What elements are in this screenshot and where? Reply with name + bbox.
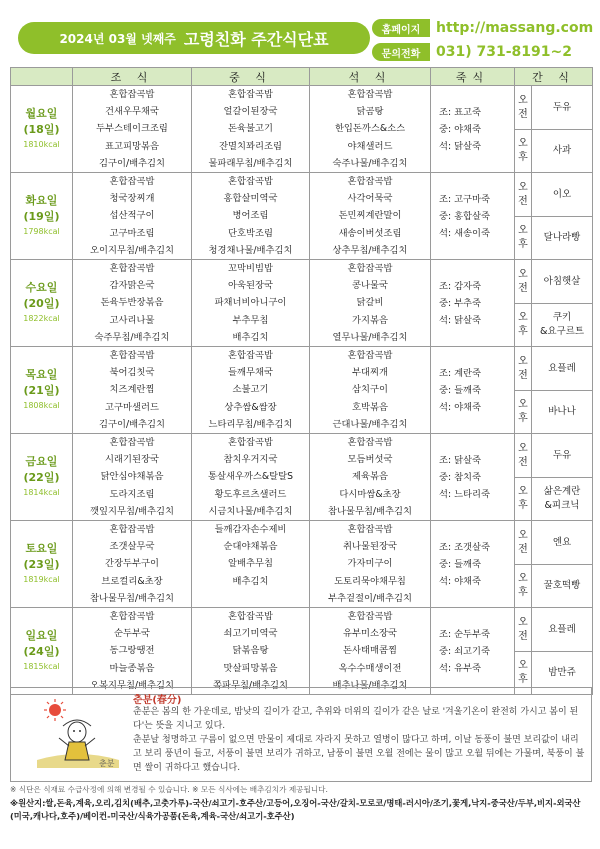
day-cell (11, 521, 73, 608)
breakfast-item: 김구이/배추김치 (99, 157, 165, 169)
lunch-item: 맛살피망볶음 (223, 662, 278, 674)
day-row (11, 86, 593, 130)
homepage-link[interactable]: http://massang.com (436, 20, 594, 36)
breakfast-item: 시래기된장국 (105, 454, 159, 466)
breakfast-cell (73, 521, 192, 608)
congee-item: 중: 들깨죽 (439, 384, 482, 396)
snack-am-char: 전 (518, 630, 528, 642)
day-kcal: 1810kcal (23, 140, 60, 149)
congee-item: 중: 참치죽 (439, 471, 482, 483)
lunch-cell (192, 434, 310, 521)
snack-pm-item (532, 304, 593, 347)
snack-am-char: 오 (518, 529, 528, 541)
dinner-cell (310, 260, 431, 347)
lunch-item: 들깨감자손수제비 (214, 524, 287, 536)
congee-item: 조: 계란죽 (439, 367, 482, 379)
lunch-item: 혼합잡곡밥 (228, 176, 273, 188)
congee-item: 중: 쇠고기죽 (439, 645, 490, 657)
dinner-header: 석 식 (310, 68, 431, 86)
lunch-item: 느타리무침/배추김치 (208, 418, 293, 430)
lunch-item: 혼합잡곡밥 (228, 350, 273, 362)
congee-item: 중: 홍합살죽 (439, 210, 490, 222)
dinner-item: 배추나물/배추김치 (332, 679, 408, 691)
dinner-item: 닭갈비 (356, 297, 384, 309)
breakfast-item: 북어김칫국 (109, 367, 155, 379)
lunch-item: 돈육불고기 (228, 123, 273, 135)
congee-cell (431, 347, 515, 434)
dinner-item: 혼합잡곡밥 (347, 524, 393, 536)
info-paragraph-1: 춘분은 봄의 한 가운데로, 밤낮의 길이가 같고, 추위와 더위의 길이가 같은 날로 '겨울기온이 완전히 가시고 봄이 된다'는 뜻을 지니고 있다. (133, 707, 579, 731)
day-date: (20일) (23, 297, 60, 310)
lunch-item: 배추김치 (232, 575, 269, 587)
lunch-item: 상추쌈&쌈장 (224, 401, 277, 413)
breakfast-item: 감자맑은국 (109, 280, 155, 292)
snack-am-char: 전 (518, 108, 528, 120)
dinner-item: 야채샐러드 (347, 140, 393, 152)
snack-pm-char: 후 (518, 152, 528, 163)
breakfast-item: 치즈계란찜 (109, 384, 155, 396)
snack-pm-item (532, 478, 593, 521)
lunch-item: 꼬막비빔밥 (228, 263, 273, 275)
dinner-item: 혼합잡곡밥 (347, 437, 393, 449)
lunch-item: 홍합살미역국 (223, 193, 278, 205)
day-date: (24일) (23, 645, 60, 658)
day-kcal: 1814kcal (23, 488, 60, 497)
header (10, 8, 592, 60)
congee-item: 석: 새송이죽 (439, 227, 490, 239)
snack-am-char: 오 (518, 442, 528, 454)
day-cell (11, 608, 73, 695)
congee-item: 석: 닭살죽 (439, 140, 482, 152)
snack-pm-text: 쿠키 (552, 312, 572, 323)
breakfast-item: 닭안심야채볶음 (100, 471, 164, 483)
lunch-item: 부추무침 (232, 314, 269, 326)
congee-item: 석: 야채죽 (439, 401, 482, 413)
dinner-item: 돈사태매콤찜 (343, 645, 397, 657)
snack-am-item: 엔요 (532, 521, 593, 565)
phone-label: 문의전화 (372, 43, 430, 61)
dinner-item: 사각어묵국 (347, 193, 393, 205)
lunch-item: 통살새우까스&탈탈S (208, 471, 293, 483)
snack-pm-label (515, 217, 532, 260)
homepage-label: 홈페이지 (372, 19, 430, 37)
dinner-item: 도토리묵야채무침 (334, 575, 406, 587)
dinner-item: 근대나물/배추김치 (332, 418, 408, 430)
lunch-item: 병어조림 (232, 210, 269, 222)
day-row (11, 608, 593, 652)
lunch-item: 들깨무채국 (228, 367, 273, 379)
dinner-item: 부추겉절이/배추김치 (328, 592, 412, 604)
dinner-item: 혼합잡곡밥 (347, 350, 393, 362)
day-row (11, 434, 593, 478)
congee-item: 중: 부추죽 (439, 297, 482, 309)
breakfast-item: 혼합잡곡밥 (109, 437, 155, 449)
snack-pm-char: 오 (518, 138, 528, 149)
lunch-item: 닭볶음탕 (232, 645, 269, 657)
breakfast-item: 동그랑땡전 (109, 645, 155, 657)
breakfast-item: 숙주무침/배추김치 (94, 331, 170, 343)
lunch-item: 알배추무침 (228, 558, 273, 570)
snack-am-label (515, 173, 532, 217)
snack-am-label (515, 347, 532, 391)
snack-pm-char: 후 (518, 674, 528, 685)
dinner-item: 취나물된장국 (343, 541, 397, 553)
dinner-item: 호박볶음 (352, 401, 388, 413)
snack-am-item: 두유 (532, 434, 593, 478)
congee-cell (431, 173, 515, 260)
lunch-item: 잔멸치꽈리조림 (219, 140, 282, 152)
dinner-item: 삼치구이 (352, 384, 388, 396)
breakfast-item: 표고피망볶음 (105, 140, 159, 152)
corner-header (11, 68, 73, 86)
congee-item: 석: 유부죽 (439, 662, 482, 674)
snack-header: 간 식 (515, 68, 593, 86)
lunch-header: 중 식 (192, 68, 310, 86)
lunch-item (192, 590, 309, 607)
breakfast-item: 도라지조림 (109, 488, 155, 500)
breakfast-item: 깻잎지무침/배추김치 (90, 505, 174, 517)
snack-am-label (515, 608, 532, 652)
day-cell (11, 347, 73, 434)
snack-am-char: 오 (518, 616, 528, 628)
breakfast-item: 두부스테이크조림 (96, 123, 168, 135)
lunch-cell (192, 260, 310, 347)
congee-item: 조: 조갯살죽 (439, 541, 490, 553)
breakfast-item: 참나물무침/배추김치 (90, 592, 174, 604)
snack-pm-char: 후 (518, 413, 528, 424)
snack-pm-text: 밤만쥬 (548, 667, 576, 678)
breakfast-item: 고구마샐러드 (105, 401, 159, 413)
breakfast-cell (73, 86, 192, 173)
congee-item: 조: 닭살죽 (439, 454, 482, 466)
breakfast-cell (73, 434, 192, 521)
snack-pm-text: 꿀호떡빵 (543, 580, 581, 591)
phone-number: 031) 731-8191~2 (436, 44, 572, 60)
breakfast-item: 청국장찌개 (109, 193, 155, 205)
lunch-item: 단호박조림 (228, 227, 273, 239)
lunch-item: 참치우거지국 (223, 454, 278, 466)
dinner-item: 혼합잡곡밥 (347, 611, 393, 623)
lunch-item: 청경채나물/배추김치 (208, 244, 293, 256)
snack-am-label (515, 434, 532, 478)
footnotes (10, 784, 592, 822)
breakfast-item: 고구마조림 (109, 227, 155, 239)
dinner-cell (310, 347, 431, 434)
snack-pm-char: 후 (518, 500, 528, 511)
snack-am-label (515, 260, 532, 304)
lunch-cell (192, 347, 310, 434)
page-title: 고령친화 주간식단표 (183, 29, 329, 49)
snack-pm-label (515, 565, 532, 608)
snack-pm-text: 바나나 (548, 406, 576, 417)
snack-am-label (515, 86, 532, 130)
lunch-item: 시금치나물/배추김치 (208, 505, 293, 517)
day-name: 목요일 (25, 368, 58, 381)
dinner-item: 닭곰탕 (356, 106, 384, 118)
breakfast-item: 혼합잡곡밥 (109, 350, 155, 362)
breakfast-item: 오이지무침/배추김치 (90, 244, 174, 256)
breakfast-item: 순두부국 (114, 628, 150, 640)
day-name: 일요일 (25, 629, 58, 642)
snack-am-char: 오 (518, 94, 528, 106)
dinner-cell (310, 434, 431, 521)
snack-pm-char: 오 (518, 399, 528, 410)
congee-item: 조: 표고죽 (439, 106, 482, 118)
snack-pm-label (515, 391, 532, 434)
note-disclaimer: ※ 식단은 식재료 수급사정에 의해 변경될 수 있습니다. ※ 모든 식사에는 배추김치가 제공됩니다. (10, 785, 328, 794)
congee-item: 조: 순두부죽 (439, 628, 490, 640)
congee-cell (431, 434, 515, 521)
congee-cell (431, 608, 515, 695)
snack-pm-char: 오 (518, 225, 528, 236)
day-kcal: 1819kcal (23, 575, 60, 584)
dinner-item: 가자미구이 (347, 558, 393, 570)
lunch-item: 배추김치 (232, 331, 269, 343)
lunch-item: 쇠고기미역국 (223, 628, 278, 640)
snack-am-item: 요플레 (532, 347, 593, 391)
snack-am-char: 오 (518, 355, 528, 367)
dinner-item: 새송이버섯조림 (338, 227, 402, 239)
dinner-item: 참나물무침/배추김치 (328, 505, 412, 517)
dinner-cell (310, 86, 431, 173)
dinner-cell (310, 608, 431, 695)
snack-pm-char: 오 (518, 573, 528, 584)
day-row (11, 347, 593, 391)
breakfast-item: 혼합잡곡밥 (109, 524, 155, 536)
dinner-item: 유부미소장국 (343, 628, 397, 640)
dinner-item: 모듬버섯국 (347, 454, 393, 466)
day-kcal: 1798kcal (23, 227, 60, 236)
snack-am-label (515, 521, 532, 565)
snack-pm-label (515, 478, 532, 521)
breakfast-item: 고사리나물 (109, 314, 155, 326)
snack-pm-text: 삶은계란 (543, 486, 581, 497)
congee-item: 석: 느타리죽 (439, 488, 490, 500)
dinner-item: 열무나물/배추김치 (332, 331, 408, 343)
day-date: (21일) (23, 384, 60, 397)
snack-pm-char: 오 (518, 660, 528, 671)
snack-pm-char: 후 (518, 326, 528, 337)
snack-pm-char: 오 (518, 312, 528, 323)
snack-am-char: 전 (518, 195, 528, 207)
day-name: 토요일 (25, 542, 58, 555)
day-kcal: 1808kcal (23, 401, 60, 410)
breakfast-item: 혼합잡곡밥 (109, 611, 155, 623)
breakfast-cell (73, 173, 192, 260)
snack-pm-text: &요구르트 (539, 326, 585, 337)
snack-am-item: 요플레 (532, 608, 593, 652)
dinner-item: 부대찌개 (352, 367, 388, 379)
snack-am-char: 전 (518, 543, 528, 555)
lunch-item: 얼갈이된장국 (223, 106, 278, 118)
day-name: 수요일 (25, 281, 58, 294)
dinner-item: 콩나물국 (352, 280, 388, 292)
congee-item: 석: 닭살죽 (439, 314, 482, 326)
snack-am-char: 오 (518, 268, 528, 280)
dinner-item: 다시마쌈&초장 (339, 488, 401, 500)
breakfast-item: 조갯살무국 (109, 541, 155, 553)
dinner-item: 옥수수매생이전 (338, 662, 402, 674)
dinner-item: 상추무침/배추김치 (332, 244, 408, 256)
day-name: 월요일 (25, 107, 58, 120)
info-title: 춘분(春分) (133, 695, 182, 706)
congee-item: 조: 감자죽 (439, 280, 482, 292)
day-name: 금요일 (25, 455, 58, 468)
snack-pm-text: 달나라빵 (543, 232, 581, 243)
congee-item: 중: 들깨죽 (439, 558, 482, 570)
congee-item: 석: 야채죽 (439, 575, 482, 587)
snack-am-char: 전 (518, 369, 528, 381)
seasonal-info-box (10, 687, 592, 782)
day-cell (11, 260, 73, 347)
snack-pm-text: &피크닉 (544, 500, 580, 511)
breakfast-item: 혼합잡곡밥 (109, 176, 155, 188)
lunch-item: 파채너비아니구이 (214, 297, 287, 309)
lunch-item: 황도후르츠샐러드 (214, 488, 287, 500)
snack-pm-item (532, 565, 593, 608)
lunch-item: 쪽파무침/배추김치 (213, 679, 288, 691)
lunch-item: 혼합잡곡밥 (228, 611, 273, 623)
day-row (11, 521, 593, 565)
breakfast-header: 조 식 (73, 68, 192, 86)
breakfast-item: 혼합잡곡밥 (109, 89, 155, 101)
snack-pm-char: 오 (518, 486, 528, 497)
snack-pm-char: 후 (518, 587, 528, 598)
lunch-cell (192, 608, 310, 695)
breakfast-item: 돈육두반장볶음 (100, 297, 164, 309)
breakfast-cell (73, 347, 192, 434)
dinner-item: 혼합잡곡밥 (347, 176, 393, 188)
note-origin: ※원산지:쌀,돈육,계육,오리,김치(배추,고춧가루)-국산/쇠고기-호주산/고등어,오징어-국산/갈치-모로코/명태-러시아/조기,꽃게,낙지-중국산/두부,비지-외국산(미국,캐나다,호주)/베이컨-미국산/식육가공품(돈육,계육-국산/쇠고기-호주산) (10, 797, 581, 821)
day-cell (11, 434, 73, 521)
lunch-item: 혼합잡곡밥 (228, 89, 273, 101)
lunch-cell (192, 173, 310, 260)
day-row (11, 173, 593, 217)
snack-am-item: 이오 (532, 173, 593, 217)
snack-pm-item (532, 130, 593, 173)
breakfast-item: 브로컬리&초장 (101, 575, 163, 587)
lunch-item: 아욱된장국 (228, 280, 273, 292)
day-cell (11, 86, 73, 173)
day-date: (19일) (23, 210, 60, 223)
info-text (133, 705, 585, 775)
dinner-item: 돈민찌계란말이 (338, 210, 402, 222)
dinner-item: 제육볶음 (352, 471, 388, 483)
snack-am-item: 아침햇살 (532, 260, 593, 304)
breakfast-item: 김구이/배추김치 (99, 418, 165, 430)
congee-cell (431, 260, 515, 347)
lunch-item: 혼합잡곡밥 (228, 437, 273, 449)
breakfast-cell (73, 608, 192, 695)
snack-am-char: 전 (518, 456, 528, 468)
dinner-cell (310, 173, 431, 260)
lunch-item: 물파래무침/배추김치 (208, 157, 293, 169)
dinner-cell (310, 521, 431, 608)
congee-item: 중: 야채죽 (439, 123, 482, 135)
snack-pm-text: 사과 (552, 145, 572, 156)
day-kcal: 1815kcal (23, 662, 60, 671)
week-label: 2024년 03월 넷째주 (59, 31, 176, 46)
congee-cell (431, 86, 515, 173)
snack-pm-item (532, 217, 593, 260)
contact-info (372, 18, 594, 66)
day-name: 화요일 (25, 194, 58, 207)
weekly-menu-table (10, 67, 593, 695)
breakfast-item: 간장두부구이 (105, 558, 159, 570)
day-date: (23일) (23, 558, 60, 571)
snack-pm-label (515, 130, 532, 173)
day-date: (22일) (23, 471, 60, 484)
dinner-item: 혼합잡곡밥 (347, 263, 393, 275)
dinner-item: 가지볶음 (352, 314, 388, 326)
snack-pm-item (532, 391, 593, 434)
day-row (11, 260, 593, 304)
day-date: (18일) (23, 123, 60, 136)
congee-header: 죽식 (431, 68, 515, 86)
snack-pm-char: 후 (518, 239, 528, 250)
dinner-item: 숙주나물/배추김치 (332, 157, 408, 169)
breakfast-cell (73, 260, 192, 347)
info-paragraph-2: 춘분날 청명하고 구름이 없으면 만물이 제대로 자라지 못하고 열병이 많다고 하며, 이날 동풍이 불면 보리값이 내리고 보리 풍년이 들고, 서풍이 불면 보리가 귀하고, 남풍이 불면 오월 전에는 물이 많고 오월 뒤에는 가물며, 북풍이 불면 쌀이 귀하다고 했습니다. (133, 735, 585, 773)
dinner-item: 혼합잡곡밥 (347, 89, 393, 101)
breakfast-item: 건새우무채국 (105, 106, 159, 118)
breakfast-item: 혼합잡곡밥 (109, 263, 155, 275)
snack-am-item: 두유 (532, 86, 593, 130)
lunch-cell (192, 521, 310, 608)
day-kcal: 1822kcal (23, 314, 60, 323)
congee-cell (431, 521, 515, 608)
congee-item: 조: 고구마죽 (439, 193, 490, 205)
breakfast-item: 섭산적구이 (109, 210, 155, 222)
breakfast-item: 오복지무침/배추김치 (90, 679, 174, 691)
snack-am-char: 전 (518, 282, 528, 294)
dinner-item: 한입돈까스&소스 (334, 123, 406, 135)
snack-pm-label (515, 304, 532, 347)
lunch-cell (192, 86, 310, 173)
lunch-item: 순대야채볶음 (223, 541, 278, 553)
breakfast-item: 마늘종볶음 (109, 662, 155, 674)
snack-am-char: 오 (518, 181, 528, 193)
lunch-item: 소불고기 (232, 384, 269, 396)
day-cell (11, 173, 73, 260)
illustration-caption: 춘분 (99, 759, 115, 768)
title-banner (18, 22, 370, 54)
